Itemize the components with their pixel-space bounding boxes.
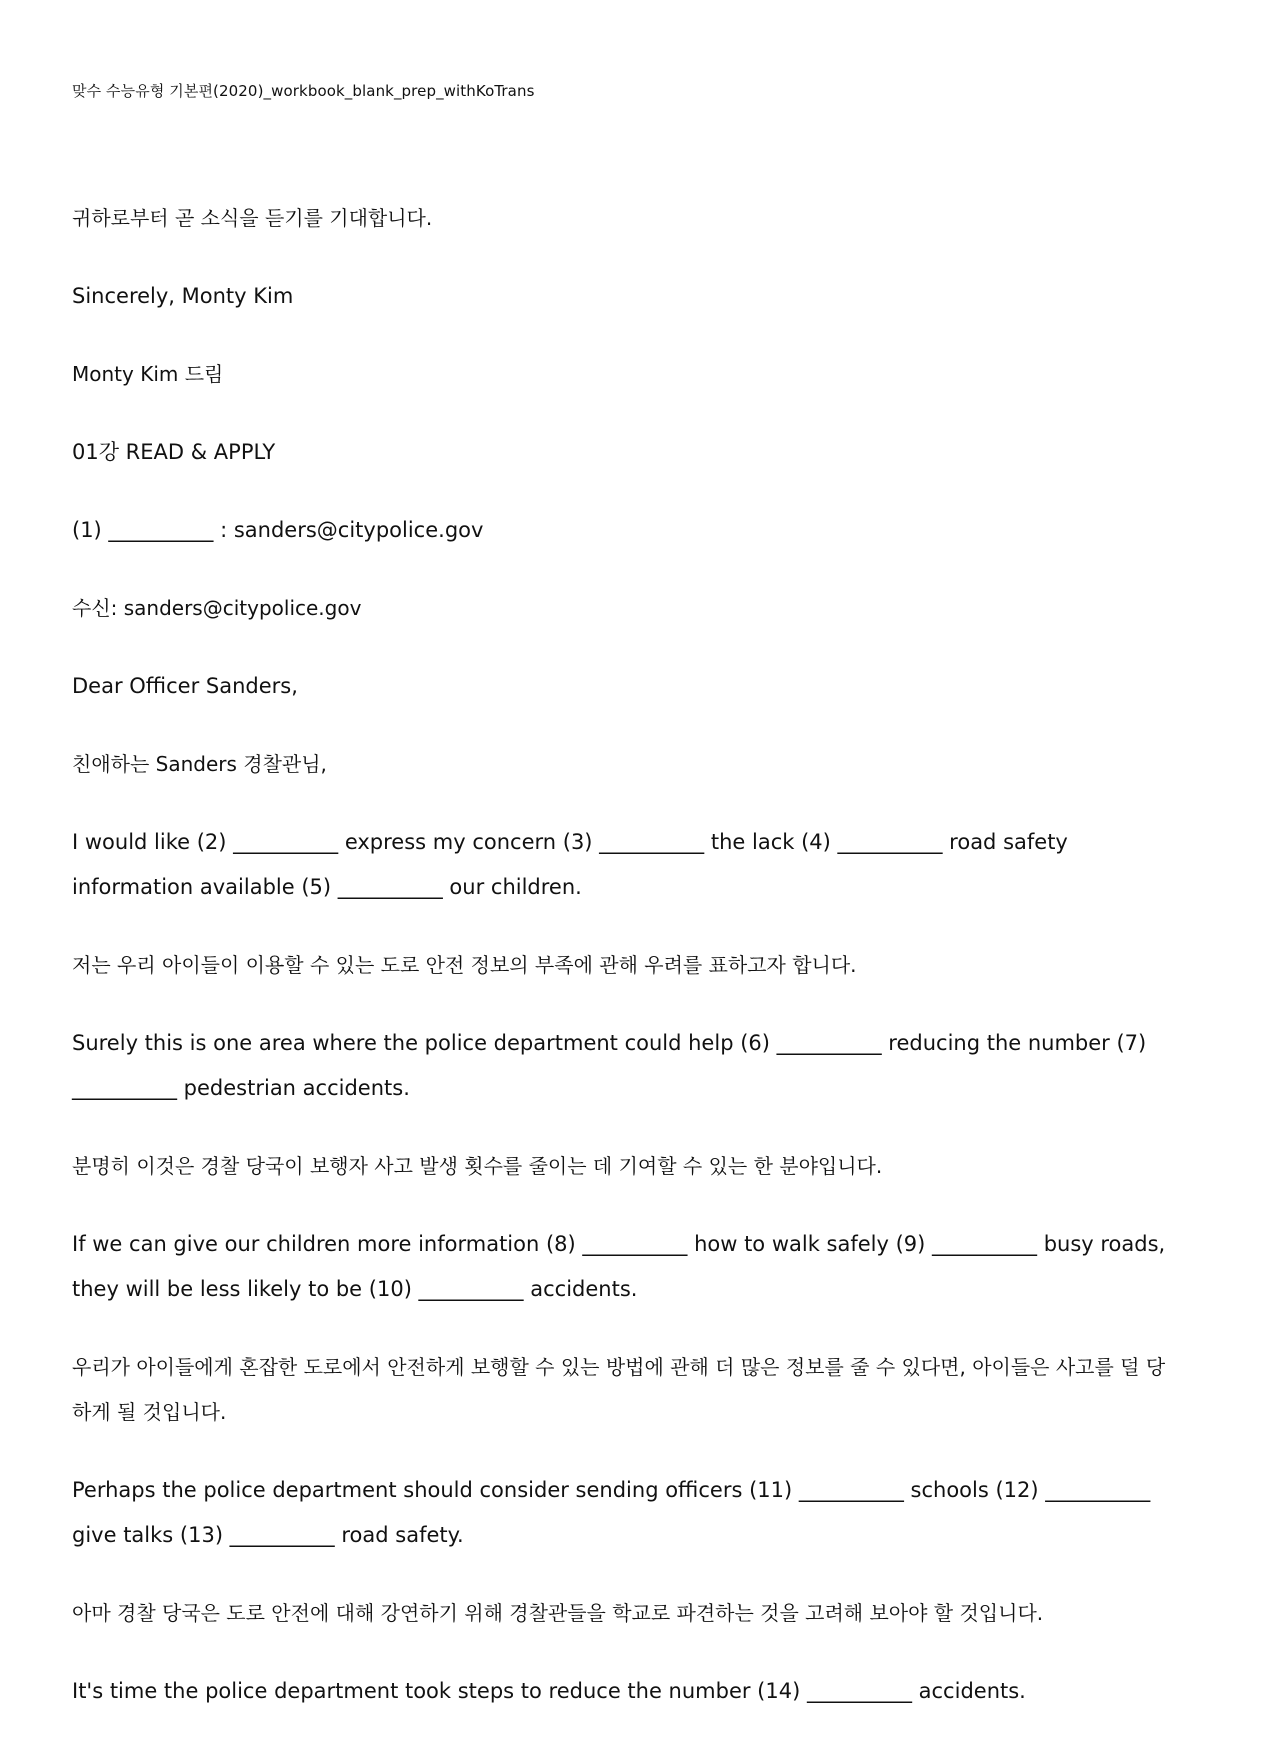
blank-sentence-11-13: Perhaps the police department should consider sending officers (11) __________ schools (12) __________ give talks (13) __________ road safety.: [72, 1478, 1151, 1547]
translation-6-7: 분명히 이것은 경찰 당국이 보행자 사고 발생 횟수를 줄이는 데 기여할 수 있는 한 분야입니다.: [72, 1154, 883, 1178]
blank-sentence-14: It's time the police department took steps to reduce the number (14) __________ accidents.: [72, 1679, 1026, 1703]
translation-11-13: 아마 경찰 당국은 도로 안전에 대해 강연하기 위해 경찰관들을 학교로 파견하는 것을 고려해 보아야 할 것입니다.: [72, 1601, 1044, 1625]
salutation: Dear Officer Sanders,: [72, 674, 298, 698]
closing-signature: Sincerely, Monty Kim: [72, 284, 294, 308]
section-heading: 01강 READ & APPLY: [72, 440, 276, 464]
blank-sentence-8-10: If we can give our children more information (8) __________ how to walk safely (9) __________ busy roads, they will be less likely to be (10) __________ accidents.: [72, 1232, 1166, 1301]
blank-line-1: (1) __________ : sanders@citypolice.gov: [72, 518, 484, 542]
recipient-translation: 수신: sanders@citypolice.gov: [72, 596, 362, 620]
signature-translation: Monty Kim 드림: [72, 362, 224, 386]
translation-8-10: 우리가 아이들에게 혼잡한 도로에서 안전하게 보행할 수 있는 방법에 관해 더 많은 정보를 줄 수 있다면, 아이들은 사고를 덜 당하게 될 것입니다.: [72, 1355, 1166, 1424]
closing-translation: 귀하로부터 곧 소식을 듣기를 기대합니다.: [72, 206, 433, 230]
document-body: [72, 196, 1182, 1747]
blank-sentence-2-5: I would like (2) __________ express my concern (3) __________ the lack (4) __________ road safety information available (5) __________ our children.: [72, 830, 1068, 899]
salutation-translation: 친애하는 Sanders 경찰관님,: [72, 752, 327, 776]
translation-2-5: 저는 우리 아이들이 이용할 수 있는 도로 안전 정보의 부족에 관해 우려를 표하고자 합니다.: [72, 953, 857, 977]
document-header: 맞수 수능유형 기본편(2020)_workbook_blank_prep_withKoTrans: [72, 82, 535, 100]
blank-sentence-6-7: Surely this is one area where the police department could help (6) __________ reducing the number (7) __________ pedestrian accidents.: [72, 1031, 1147, 1100]
